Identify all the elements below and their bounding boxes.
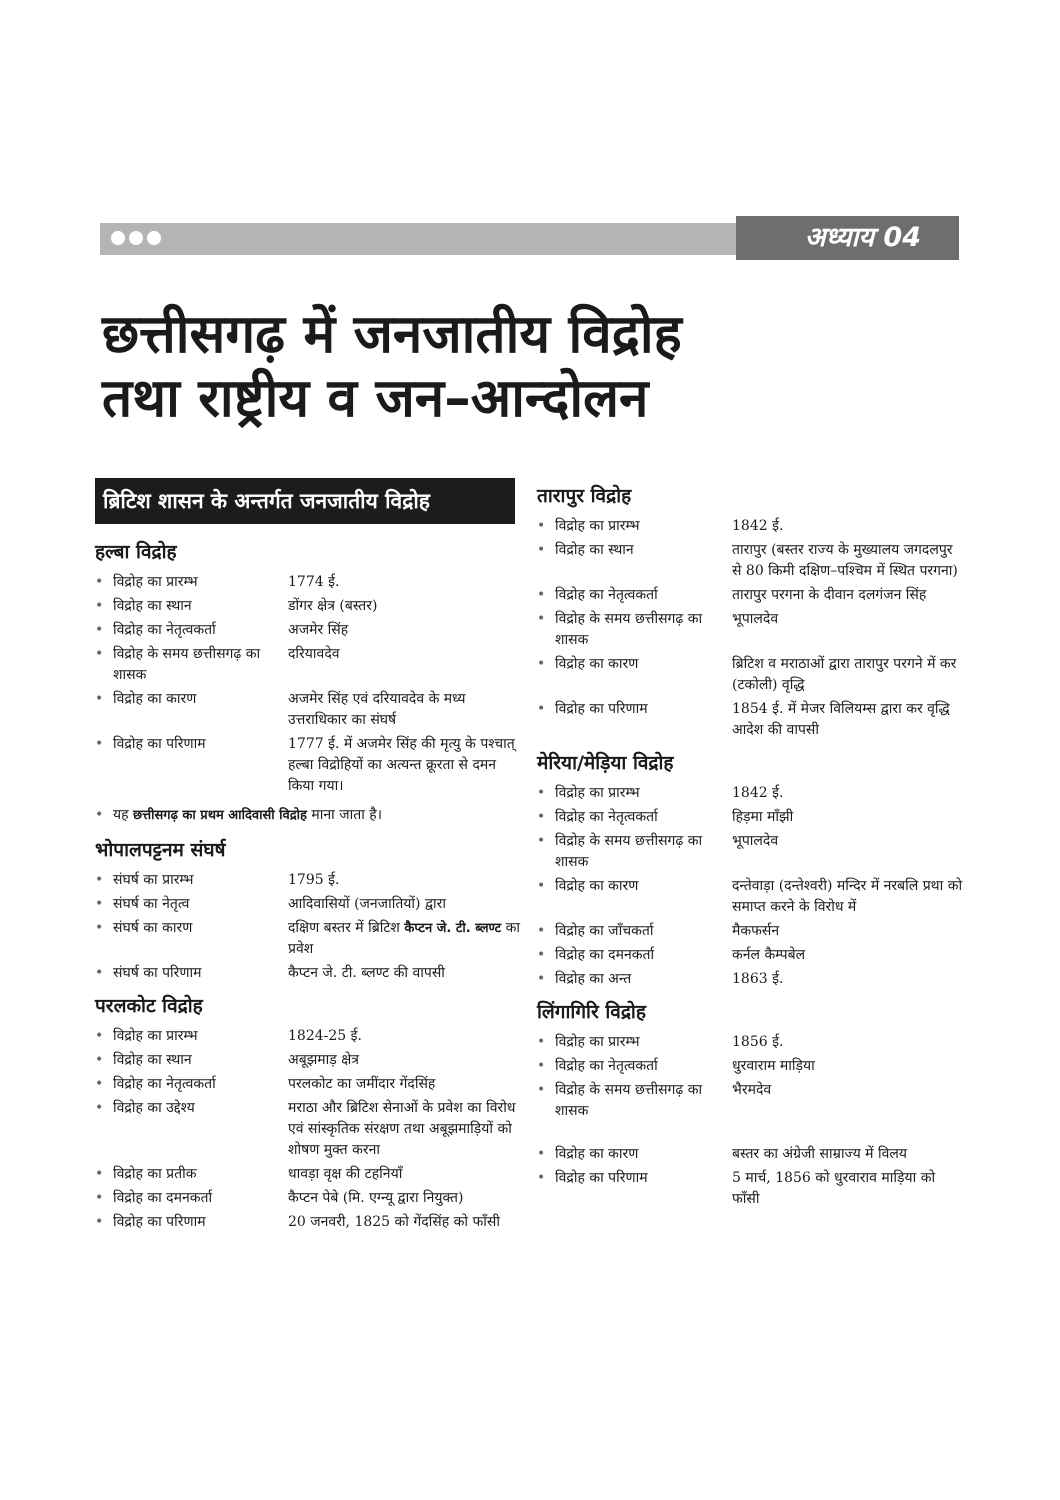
list-item <box>537 609 965 651</box>
item-value: धावड़ा वृक्ष की टहनियाँ <box>288 1166 403 1182</box>
item-label: विद्रोह का परिणाम <box>113 1214 206 1230</box>
list-item <box>537 876 965 918</box>
item-label: संघर्ष का प्रारम्भ <box>113 872 194 888</box>
cause-text: दक्षिण बस्तर में ब्रिटिश <box>288 920 400 936</box>
bullet-icon: • <box>537 878 546 894</box>
note-suffix: माना जाता है। <box>311 807 383 823</box>
item-value: अजमेर सिंह <box>288 622 349 638</box>
item-value: 1824-25 ई. <box>288 1028 362 1044</box>
item-value: 1774 ई. <box>288 574 340 590</box>
list-item <box>95 734 520 797</box>
bullet-icon: • <box>537 542 546 558</box>
bullet-icon: • <box>95 920 104 936</box>
list-item <box>95 689 520 731</box>
item-value <box>288 918 520 960</box>
item-value: 1777 ई. में अजमेर सिंह की मृत्यु के पश्चात् हल्बा विद्रोहियों का अत्यन्त क्रूरता से दमन किया गया। <box>288 736 515 794</box>
list-item <box>537 1080 965 1122</box>
list-item <box>537 969 965 990</box>
item-value: कैप्टन पेबे (मि. एग्न्यू द्वारा नियुक्त) <box>288 1190 464 1206</box>
list-item <box>537 585 965 606</box>
bullet-icon: • <box>95 598 104 614</box>
item-label: विद्रोह का परिणाम <box>555 701 648 717</box>
item-label: विद्रोह का स्थान <box>555 542 634 558</box>
item-value: मराठा और ब्रिटिश सेनाओं के प्रवेश का विरोध एवं सांस्कृतिक संरक्षण तथा अबूझमाड़ियों को शोषण मुक्त करना <box>288 1100 516 1158</box>
list-item <box>537 540 965 582</box>
list-item <box>95 644 520 686</box>
lingagiri-list <box>537 1032 965 1210</box>
left-column <box>95 478 520 1241</box>
halba-note <box>95 805 520 826</box>
note-bold: छत्तीसगढ़ का प्रथम आदिवासी विद्रोह <box>133 808 307 823</box>
section-banner: ब्रिटिश शासन के अन्तर्गत जनजातीय विद्रोह <box>95 478 515 524</box>
bullet-icon: • <box>537 587 546 603</box>
bullet-icon: • <box>95 807 104 823</box>
list-item <box>537 807 965 828</box>
item-label: विद्रोह के समय छत्तीसगढ़ का शासक <box>555 1082 703 1119</box>
item-label: विद्रोह का प्रारम्भ <box>555 1034 640 1050</box>
item-label: संघर्ष का नेतृत्व <box>113 896 190 912</box>
bullet-icon: • <box>537 923 546 939</box>
chapter-label: अध्याय 04 <box>736 216 959 260</box>
bullet-icon: • <box>95 872 104 888</box>
list-item <box>95 1212 520 1233</box>
dot-icon <box>129 231 143 245</box>
item-value: दन्तेवाड़ा (दन्तेश्वरी) मन्दिर में नरबलि प्रथा को समाप्त करने के विरोध में <box>732 878 963 915</box>
list-item <box>95 620 520 641</box>
lingagiri-heading: लिंगागिरि विद्रोह <box>537 1001 646 1023</box>
list-item <box>537 1032 965 1053</box>
item-value: 1842 ई. <box>732 518 784 534</box>
bullet-icon: • <box>95 622 104 638</box>
item-label: विद्रोह का दमनकर्ता <box>555 947 655 963</box>
dot-icon <box>147 231 161 245</box>
item-value: मैकफर्सन <box>732 923 780 939</box>
meria-heading: मेरिया/मेड़िया विद्रोह <box>537 752 674 774</box>
list-item <box>537 1168 965 1210</box>
item-value: ब्रिटिश व मराठाओं द्वारा तारापुर परगने में कर (टकोली) वृद्धि <box>732 656 957 693</box>
bullet-icon: • <box>537 1146 546 1162</box>
item-label: विद्रोह का नेतृत्वकर्ता <box>113 622 216 638</box>
list-item <box>95 1074 520 1095</box>
bullet-icon: • <box>537 611 546 627</box>
item-label: विद्रोह का स्थान <box>113 598 192 614</box>
title-line-1: छत्तीसगढ़ में जनजातीय विद्रोह <box>102 304 682 365</box>
item-value: कैप्टन जे. टी. ब्लण्ट की वापसी <box>288 965 445 981</box>
item-label: विद्रोह का प्रतीक <box>113 1166 197 1182</box>
item-value: आदिवासियों (जनजातियों) द्वारा <box>288 896 446 912</box>
list-item <box>537 699 965 741</box>
bullet-icon: • <box>95 1190 104 1206</box>
note-prefix: यह <box>113 807 129 823</box>
bullet-icon: • <box>537 785 546 801</box>
item-label: विद्रोह का प्रारम्भ <box>113 1028 198 1044</box>
list-item <box>95 572 520 593</box>
bullet-icon: • <box>537 1058 546 1074</box>
item-value: तारापुर (बस्तर राज्य के मुख्यालय जगदलपुर से 80 किमी दक्षिण–पश्चिम में स्थित परगना) <box>732 542 958 579</box>
item-label: विद्रोह का स्थान <box>113 1052 192 1068</box>
item-value: 1863 ई. <box>732 971 784 987</box>
item-value: परलकोट का जमींदार गेंदसिंह <box>288 1076 436 1092</box>
item-label: विद्रोह का कारण <box>555 878 639 894</box>
note-text <box>113 805 382 826</box>
page-title <box>102 303 922 431</box>
item-label: विद्रोह का प्रारम्भ <box>555 785 640 801</box>
title-line-2: तथा राष्ट्रीय व जन–आन्दोलन <box>102 368 649 429</box>
bullet-icon: • <box>95 965 104 981</box>
chapter-band <box>100 223 736 255</box>
item-value: 1856 ई. <box>732 1034 784 1050</box>
tarapur-heading: तारापुर विद्रोह <box>537 485 632 507</box>
bullet-icon: • <box>95 896 104 912</box>
right-column <box>537 482 965 1218</box>
item-label: संघर्ष का परिणाम <box>113 965 202 981</box>
item-label: विद्रोह का नेतृत्वकर्ता <box>555 809 658 825</box>
bullet-icon: • <box>95 691 104 707</box>
item-value: 5 मार्च, 1856 को धुरवाराव माड़िया को फाँसी <box>732 1170 936 1207</box>
item-label: विद्रोह का प्रारम्भ <box>113 574 198 590</box>
decorative-dots <box>111 231 161 245</box>
list-item <box>95 918 520 960</box>
item-value: 1854 ई. में मेजर विलियम्स द्वारा कर वृद्धि आदेश की वापसी <box>732 701 950 738</box>
cause-bold: कैप्टन जे. टी. ब्लण्ट <box>404 921 502 936</box>
item-value: 1842 ई. <box>732 785 784 801</box>
item-label: विद्रोह का दमनकर्ता <box>113 1190 213 1206</box>
item-label: विद्रोह का नेतृत्वकर्ता <box>555 587 658 603</box>
bullet-icon: • <box>95 1100 104 1116</box>
bullet-icon: • <box>95 574 104 590</box>
bullet-icon: • <box>537 518 546 534</box>
list-item <box>95 1164 520 1185</box>
list-item <box>537 945 965 966</box>
item-value: डोंगर क्षेत्र (बस्तर) <box>288 598 378 614</box>
halba-heading: हल्बा विद्रोह <box>95 541 177 563</box>
list-item <box>95 1098 520 1161</box>
item-label: विद्रोह का कारण <box>555 656 639 672</box>
item-label: विद्रोह का उद्देश्य <box>113 1100 195 1116</box>
dot-icon <box>111 231 125 245</box>
item-value: धुरवाराम माड़िया <box>732 1058 815 1074</box>
list-item <box>95 963 520 984</box>
item-value: भूपालदेव <box>732 611 779 627</box>
item-value: अबूझमाड़ क्षेत्र <box>288 1052 359 1068</box>
item-value: हिड़मा माँझी <box>732 809 794 825</box>
item-label: संघर्ष का कारण <box>113 920 193 936</box>
item-value: भैरमदेव <box>732 1082 772 1098</box>
item-label: विद्रोह के समय छत्तीसगढ़ का शासक <box>113 646 261 683</box>
item-label: विद्रोह का कारण <box>113 691 197 707</box>
item-label: विद्रोह का कारण <box>555 1146 639 1162</box>
bullet-icon: • <box>537 1082 546 1098</box>
item-value: दरियावदेव <box>288 646 340 662</box>
list-item <box>95 870 520 891</box>
item-label: विद्रोह का प्रारम्भ <box>555 518 640 534</box>
item-value: अजमेर सिंह एवं दरियावदेव के मध्य उत्तराधिकार का संघर्ष <box>288 691 466 728</box>
bullet-icon: • <box>95 1166 104 1182</box>
item-label: विद्रोह के समय छत्तीसगढ़ का शासक <box>555 611 703 648</box>
list-item <box>95 894 520 915</box>
bullet-icon: • <box>537 656 546 672</box>
paralkot-list <box>95 1026 520 1233</box>
halba-list <box>95 572 520 797</box>
list-item <box>537 516 965 537</box>
item-value: तारापुर परगना के दीवान दलगंजन सिंह <box>732 587 927 603</box>
item-label: विद्रोह का जाँचकर्ता <box>555 923 654 939</box>
item-label: विद्रोह का परिणाम <box>555 1170 648 1186</box>
bullet-icon: • <box>95 736 104 752</box>
item-label: विद्रोह का परिणाम <box>113 736 206 752</box>
list-item <box>537 1056 965 1077</box>
list-item <box>537 831 965 873</box>
list-item <box>95 1026 520 1047</box>
bullet-icon: • <box>537 1034 546 1050</box>
list-item <box>537 1144 965 1165</box>
paralkot-heading: परलकोट विद्रोह <box>95 995 203 1017</box>
bullet-icon: • <box>95 646 104 662</box>
bullet-icon: • <box>537 971 546 987</box>
bhopalpatnam-list <box>95 870 520 984</box>
bullet-icon: • <box>537 947 546 963</box>
item-label: विद्रोह का नेतृत्वकर्ता <box>113 1076 216 1092</box>
item-value: 1795 ई. <box>288 872 340 888</box>
list-item <box>537 654 965 696</box>
item-label: विद्रोह का अन्त <box>555 971 632 987</box>
item-value: कर्नल कैम्पबेल <box>732 947 806 963</box>
item-value: 20 जनवरी, 1825 को गेंदसिंह को फाँसी <box>288 1214 500 1230</box>
bullet-icon: • <box>537 1170 546 1186</box>
item-label: विद्रोह के समय छत्तीसगढ़ का शासक <box>555 833 703 870</box>
bullet-icon: • <box>537 833 546 849</box>
bullet-icon: • <box>95 1052 104 1068</box>
list-item <box>95 1188 520 1209</box>
item-label: विद्रोह का नेतृत्वकर्ता <box>555 1058 658 1074</box>
cause-suffix: का प्रवेश <box>288 920 520 957</box>
bullet-icon: • <box>537 701 546 717</box>
bhopalpatnam-heading: भोपालपट्टनम संघर्ष <box>95 839 226 861</box>
item-value: भूपालदेव <box>732 833 779 849</box>
bullet-icon: • <box>95 1214 104 1230</box>
meria-list <box>537 783 965 990</box>
item-value: बस्तर का अंग्रेजी साम्राज्य में विलय <box>732 1146 907 1162</box>
list-item <box>537 921 965 942</box>
bullet-icon: • <box>95 1028 104 1044</box>
bullet-icon: • <box>95 1076 104 1092</box>
list-item <box>537 783 965 804</box>
bullet-icon: • <box>537 809 546 825</box>
tarapur-list <box>537 516 965 741</box>
list-item <box>95 596 520 617</box>
list-item <box>95 1050 520 1071</box>
